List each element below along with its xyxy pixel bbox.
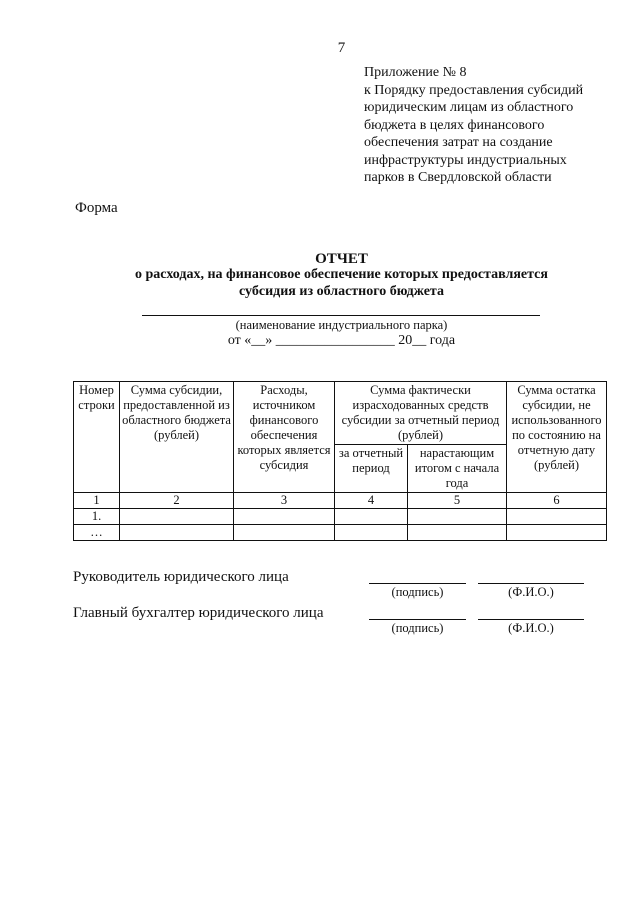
table-row	[74, 509, 607, 525]
table-cell	[234, 525, 335, 541]
header-for-period: за отчетный период	[335, 445, 408, 493]
table-cell	[507, 525, 607, 541]
header-expenses: Расходы, источником финансового обеспечения которых является субсидия	[234, 382, 335, 493]
table-cell	[507, 509, 607, 525]
table-cell	[234, 509, 335, 525]
appendix-line: юридическим лицам из областного	[364, 100, 574, 115]
report-date-line: от «__» _________________ 20__ года	[227, 333, 456, 348]
park-name-field-line	[142, 315, 540, 316]
column-number: 1	[74, 493, 120, 509]
appendix-line: инфраструктуры индустриальных	[364, 152, 567, 168]
column-number-row	[74, 493, 607, 509]
header-row-number: Номер строки	[74, 382, 120, 493]
column-number: 3	[234, 493, 335, 509]
form-label: Форма	[75, 200, 118, 216]
head-signature-line	[369, 583, 466, 584]
report-title: ОТЧЕТ	[315, 251, 368, 267]
table-cell	[120, 509, 234, 525]
head-name-line	[478, 583, 584, 584]
appendix-line: Приложение № 8	[364, 65, 467, 80]
header-actual-spent: Сумма фактически израсходованных средств субсидии за отчетный период (рублей)	[335, 382, 507, 445]
accountant-signature-caption: (подпись)	[391, 621, 444, 635]
accountant-name-line	[478, 619, 584, 620]
header-remainder: Сумма остатка субсидии, не использованного по состоянию на отчетную дату (рублей)	[507, 382, 607, 493]
appendix-line: парков в Свердловской области	[364, 170, 552, 185]
table-header-row	[74, 382, 607, 445]
report-subtitle-line: о расходах, на финансовое обеспечение которых предоставляется	[135, 267, 548, 282]
table-cell	[335, 525, 408, 541]
column-number: 4	[335, 493, 408, 509]
header-subsidy-amount: Сумма субсидии, предоставленной из областного бюджета (рублей)	[120, 382, 234, 493]
appendix-line: к Порядку предоставления субсидий	[364, 82, 584, 98]
head-signature-caption: (подпись)	[391, 585, 444, 599]
park-name-caption: (наименование индустриального парка)	[235, 318, 448, 332]
table-cell: …	[74, 525, 120, 541]
table-row	[74, 525, 607, 541]
header-cumulative: нарастающим итогом с начала года	[408, 445, 507, 493]
accountant-signature-line	[369, 619, 466, 620]
appendix-block	[364, 64, 634, 187]
report-subtitle	[0, 266, 640, 300]
appendix-line: обеспечения затрат на создание	[364, 135, 553, 150]
table-cell: 1.	[74, 509, 120, 525]
table-cell	[120, 525, 234, 541]
head-signature-label: Руководитель юридического лица	[73, 569, 289, 585]
report-subtitle-line: субсидия из областного бюджета	[239, 284, 444, 299]
table-cell	[408, 509, 507, 525]
accountant-name-caption: (Ф.И.О.)	[508, 621, 554, 635]
appendix-line: бюджета в целях финансового	[364, 117, 545, 133]
page-number: 7	[337, 40, 346, 56]
column-number: 6	[507, 493, 607, 509]
table-cell	[335, 509, 408, 525]
column-number: 5	[408, 493, 507, 509]
accountant-signature-label: Главный бухгалтер юридического лица	[73, 605, 324, 621]
column-number: 2	[120, 493, 234, 509]
head-name-caption: (Ф.И.О.)	[508, 585, 554, 599]
report-table	[73, 381, 607, 541]
table-cell	[408, 525, 507, 541]
